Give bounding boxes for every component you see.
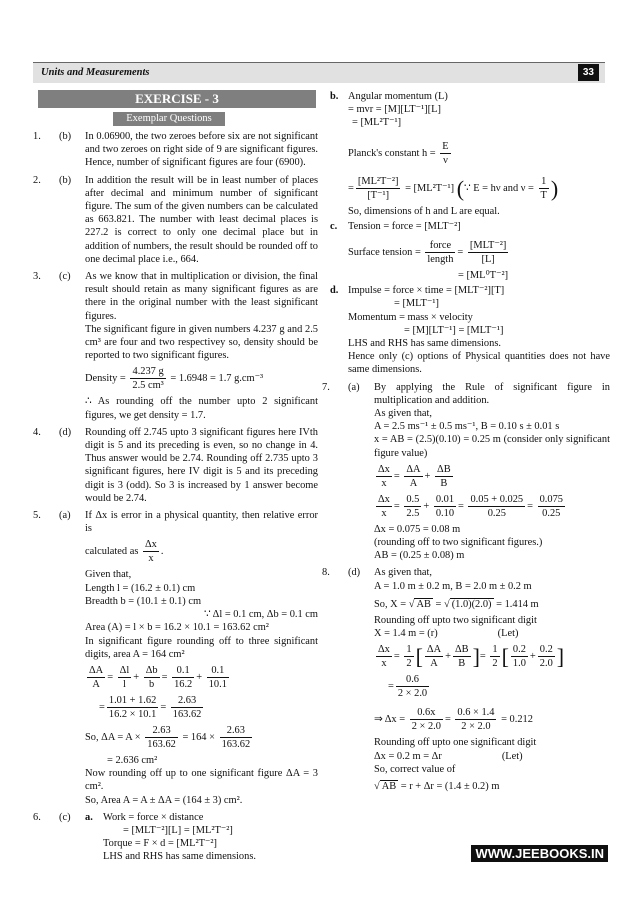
delta-area-result: = 2.636 cm² [107, 754, 158, 766]
answer-option: (b) [59, 174, 72, 186]
answer-text: Rounding off 2.745 upto 3 significant figures here IVth digit is 5 and its preceding is even, so no change in 4. Thus answer would be 2.74. Rounding off 2.735 upto 3 significant figures, here IV digit is 5 and its preceding digit is 3 (odd). So 3 is increased by 1 answer become would be 2.74. [85, 426, 318, 504]
x-value: So, X = √ AB = √ (1.0)(2.0) = 1.414 m [374, 598, 539, 610]
question-number: 6. [33, 811, 41, 823]
answer-text: ∴ As rounding off the number upto 2 significant figures, we get density = 1.7. [85, 396, 318, 421]
relative-error-line: calculated as $\frac{\Delta x}{x}$ . [85, 539, 164, 565]
running-header [33, 62, 605, 83]
answer-text: In 0.06900, the two zeroes before six are not significant and two zeroes on right side of 9 are significant figures. Hence, number of significant figures are four (6900). [85, 131, 318, 169]
question-1 [33, 130, 318, 170]
breadth-value: Breadth b = (10.1 ± 0.1) cm [85, 595, 202, 607]
question-2 [33, 174, 318, 266]
question-number: 5. [33, 510, 41, 522]
chapter-title: Units and Measurements [41, 67, 150, 78]
fraction: $\frac{4.237 g}{\text{2.5 cm³}}$ [132, 366, 164, 392]
answer-option: (b) [59, 131, 72, 142]
part-c: c. Tension = force = [MLT⁻²] Surface tension = force length = [MLT⁻²] [L] = [ML⁰T⁻²] [330, 220, 610, 282]
answer-option: (a) [59, 510, 71, 522]
given-text: Given that, [85, 569, 132, 581]
area-value: Area (A) = l × b = 16.2 × 10.1 = 163.62 cm² [85, 622, 269, 634]
question-5 [33, 509, 318, 807]
question-4 [33, 426, 318, 505]
question-number: 7. [322, 381, 330, 393]
area-combined: = $\frac{1.01 + 1.62}{16.2 \times 10.1}$ = $\frac{2.63}{163.62}$ [99, 694, 202, 720]
answer-text: In addition the result will be in least number of places after decimal and minimum number of significant figure. The sum of the given numbers can be calculated as 663.821. The number with least decimal places is 227.2 is correct to only one decimal place but in addition of numbers, the result should be rounded off to one decimal place i.e., 664. [85, 174, 318, 265]
planck-dimension: = $\frac{\text{[ML²T⁻²]}}{\text{[T⁻¹]}}$ = [ML²T⁻¹] (∵ E = hν and ν = $\frac{1}{T}$ ) [348, 175, 559, 201]
exercise-banner: EXERCISE - 3 [38, 90, 316, 108]
answer-option: (d) [59, 426, 72, 438]
left-column [33, 90, 318, 864]
answer-text: So, Area A = A ± ΔA = (164 ± 3) cm². [85, 794, 243, 806]
question-3 [33, 270, 318, 422]
planck-constant: Planck's constant h = $\frac{E}{\nu}$ [348, 140, 449, 166]
density-equation: Density = $\frac{4.237 g}{\text{2.5 cm³}}$ = 1.6948 = 1.7 g.cm⁻³ [85, 366, 264, 392]
answer-text: If Δx is error in a physical quantity, then relative error is [85, 510, 318, 535]
q8-step: = $\frac{0.6}{2 \times 2.0}$ [388, 674, 428, 700]
question-number: 2. [33, 174, 41, 186]
answer-option: (c) [59, 271, 71, 283]
answer-option: (c) [59, 811, 71, 823]
q8-relative-error: $\frac{\Delta x}{x}$ = $\frac{1}{2}$ [ $\frac{\Delta A}{A}$ + $\frac{\Delta B}{B}$ ]= $\frac{1}{2}$ [ $\frac{0.2}{1.0}$ + $\frac{0.2}{2.0}$ ] [378, 644, 565, 670]
page-number: 33 [578, 64, 599, 81]
part-d: d. Impulse = force × time = [MLT⁻²][T] = [MLT⁻¹] Momentum = mass × velocity = [M][LT⁻¹] = [MLT⁻¹] LHS and RHS has same dimensions. Hence only (c) options of Physical quantities does not have same dimensions. [330, 285, 610, 376]
question-6 [33, 811, 318, 864]
area-relative-error: $\frac{\Delta A}{A}$ = $\frac{\Delta l}{l}$ + $\frac{\Delta b}{b}$ = $\frac{0.1}{16.2}$ + $\frac{0.1}{10.1}$ [89, 664, 227, 690]
part-b: b. Angular momentum (L) = mvr = [M][LT⁻¹][L] = [ML²T⁻¹] Planck's constant h = $\frac{E}{\nu}$ = $\frac{\text{[ML²T⁻²]}}{\text{[T⁻¹]}}$ = [ML²T⁻¹] (∵ E = hν and ν = $\frac{1}{T}$ ) So, dimensions of h and L are equal. [330, 90, 610, 218]
question-7: 7. (a) By applying the Rule of significant figure in multiplication and addition. As given that, A = 2.5 ms⁻¹ ± 0.5 ms⁻¹, B = 0.10 s ± 0.01 s x = AB = (2.5)(0.10) = 0.25 m (consider only significant figure value) $\frac{\Delta x}{x}$ = $\frac{\Delta A}{A}$ + $\frac{\Delta B}{B}$ $\frac{\Delta x}{x}$ = $\frac{0.5}{2.5}$ + $\frac{0.01}{0.10}$ = $\frac{0.05 + 0.025}{0.25}$ = $\frac{0.075}{0.25}$ Δx = 0.075 = 0.08 m (rounding off to two significant figures.) AB = (0.25 ± 0.08) m [322, 381, 610, 562]
right-column [322, 90, 610, 796]
answer-text: In significant figure rounding off to three significant digits, area A = 164 cm² [85, 635, 318, 660]
surface-tension: Surface tension = force length = [MLT⁻²] [L] [348, 240, 507, 266]
answer-option: (d) [348, 567, 361, 579]
length-value: Length l = (16.2 ± 0.1) cm [85, 582, 196, 594]
delta-values: ∵ Δl = 0.1 cm, Δb = 0.1 cm [204, 609, 318, 621]
relative-error-formula: $\frac{\Delta x}{x}$ = $\frac{\Delta A}{A}$ + $\frac{\Delta B}{B}$ [378, 463, 451, 489]
section-subtitle: Exemplar Questions [113, 112, 225, 126]
answer-text: Now rounding off up to one significant figure ΔA = 3 cm². [85, 768, 318, 793]
question-number: 4. [33, 426, 41, 438]
answer-text: As we know that in multiplication or division, the final result should retain as many significant figures as are there in the original number with the least significant figures. [85, 271, 318, 322]
delta-x: ⇒ Δx = $\frac{0.6x}{2 \times 2.0}$ = $\frac{0.6 \times 1.4}{2 \times 2.0}$ = 0.212 [374, 707, 533, 733]
final-result: √ AB = r + Δr = (1.4 ± 0.2) m [374, 781, 500, 793]
answer-text: The significant figure in given numbers 4.237 g and 2.5 cm³ are four and two respectivey so, density should be reported to two significant figures. [85, 323, 318, 362]
answer-option: (a) [348, 381, 360, 393]
site-watermark[interactable]: WWW.JEEBOOKS.IN [471, 845, 608, 862]
part-a: a. Work = force × distance = [MLT⁻²][L] = [ML²T⁻²] Torque = F × d = [ML²T⁻²] LHS and RHS has same dimensions. [85, 811, 256, 863]
question-number: 1. [33, 131, 41, 142]
relative-error-calc: $\frac{\Delta x}{x}$ = $\frac{0.5}{2.5}$ + $\frac{0.01}{0.10}$ = $\frac{0.05 + 0.025}{0.25}$ = $\frac{0.075}{0.25}$ [378, 493, 563, 519]
question-number: 3. [33, 271, 41, 283]
delta-area: So, ΔA = A × $\frac{2.63}{163.62}$ = 164 × $\frac{2.63}{163.62}$ [85, 724, 251, 750]
question-number: 8. [322, 567, 330, 579]
question-8: 8. (d) As given that, A = 1.0 m ± 0.2 m, B = 2.0 m ± 0.2 m So, X = √ AB = √ (1.0)(2.0) = 1.414 m Rounding off upto two significant digit X = 1.4 m = (r) (Let) $\frac{\Delta x}{x}$ = $\frac{1}{2}$ [ $\frac{\Delta A}{A}$ + $\frac{\Delta B}{B}$ ]= $\frac{1}{2}$ [ $\frac{0.2}{1.0}$ + $\frac{0.2}{2.0}$ ] = $\frac{0.6}{2 \times 2.0}$ ⇒ Δx = $\frac{0.6x}{2 \times 2.0}$ = $\frac{0.6 \times 1.4}{2 \times 2.0}$ = 0.212 Rounding off upto one significant digit Δx = 0.2 m = Δr (Let) So, correct value of √ AB = r + Δr = (1.4 ± 0.2) m [322, 566, 610, 793]
